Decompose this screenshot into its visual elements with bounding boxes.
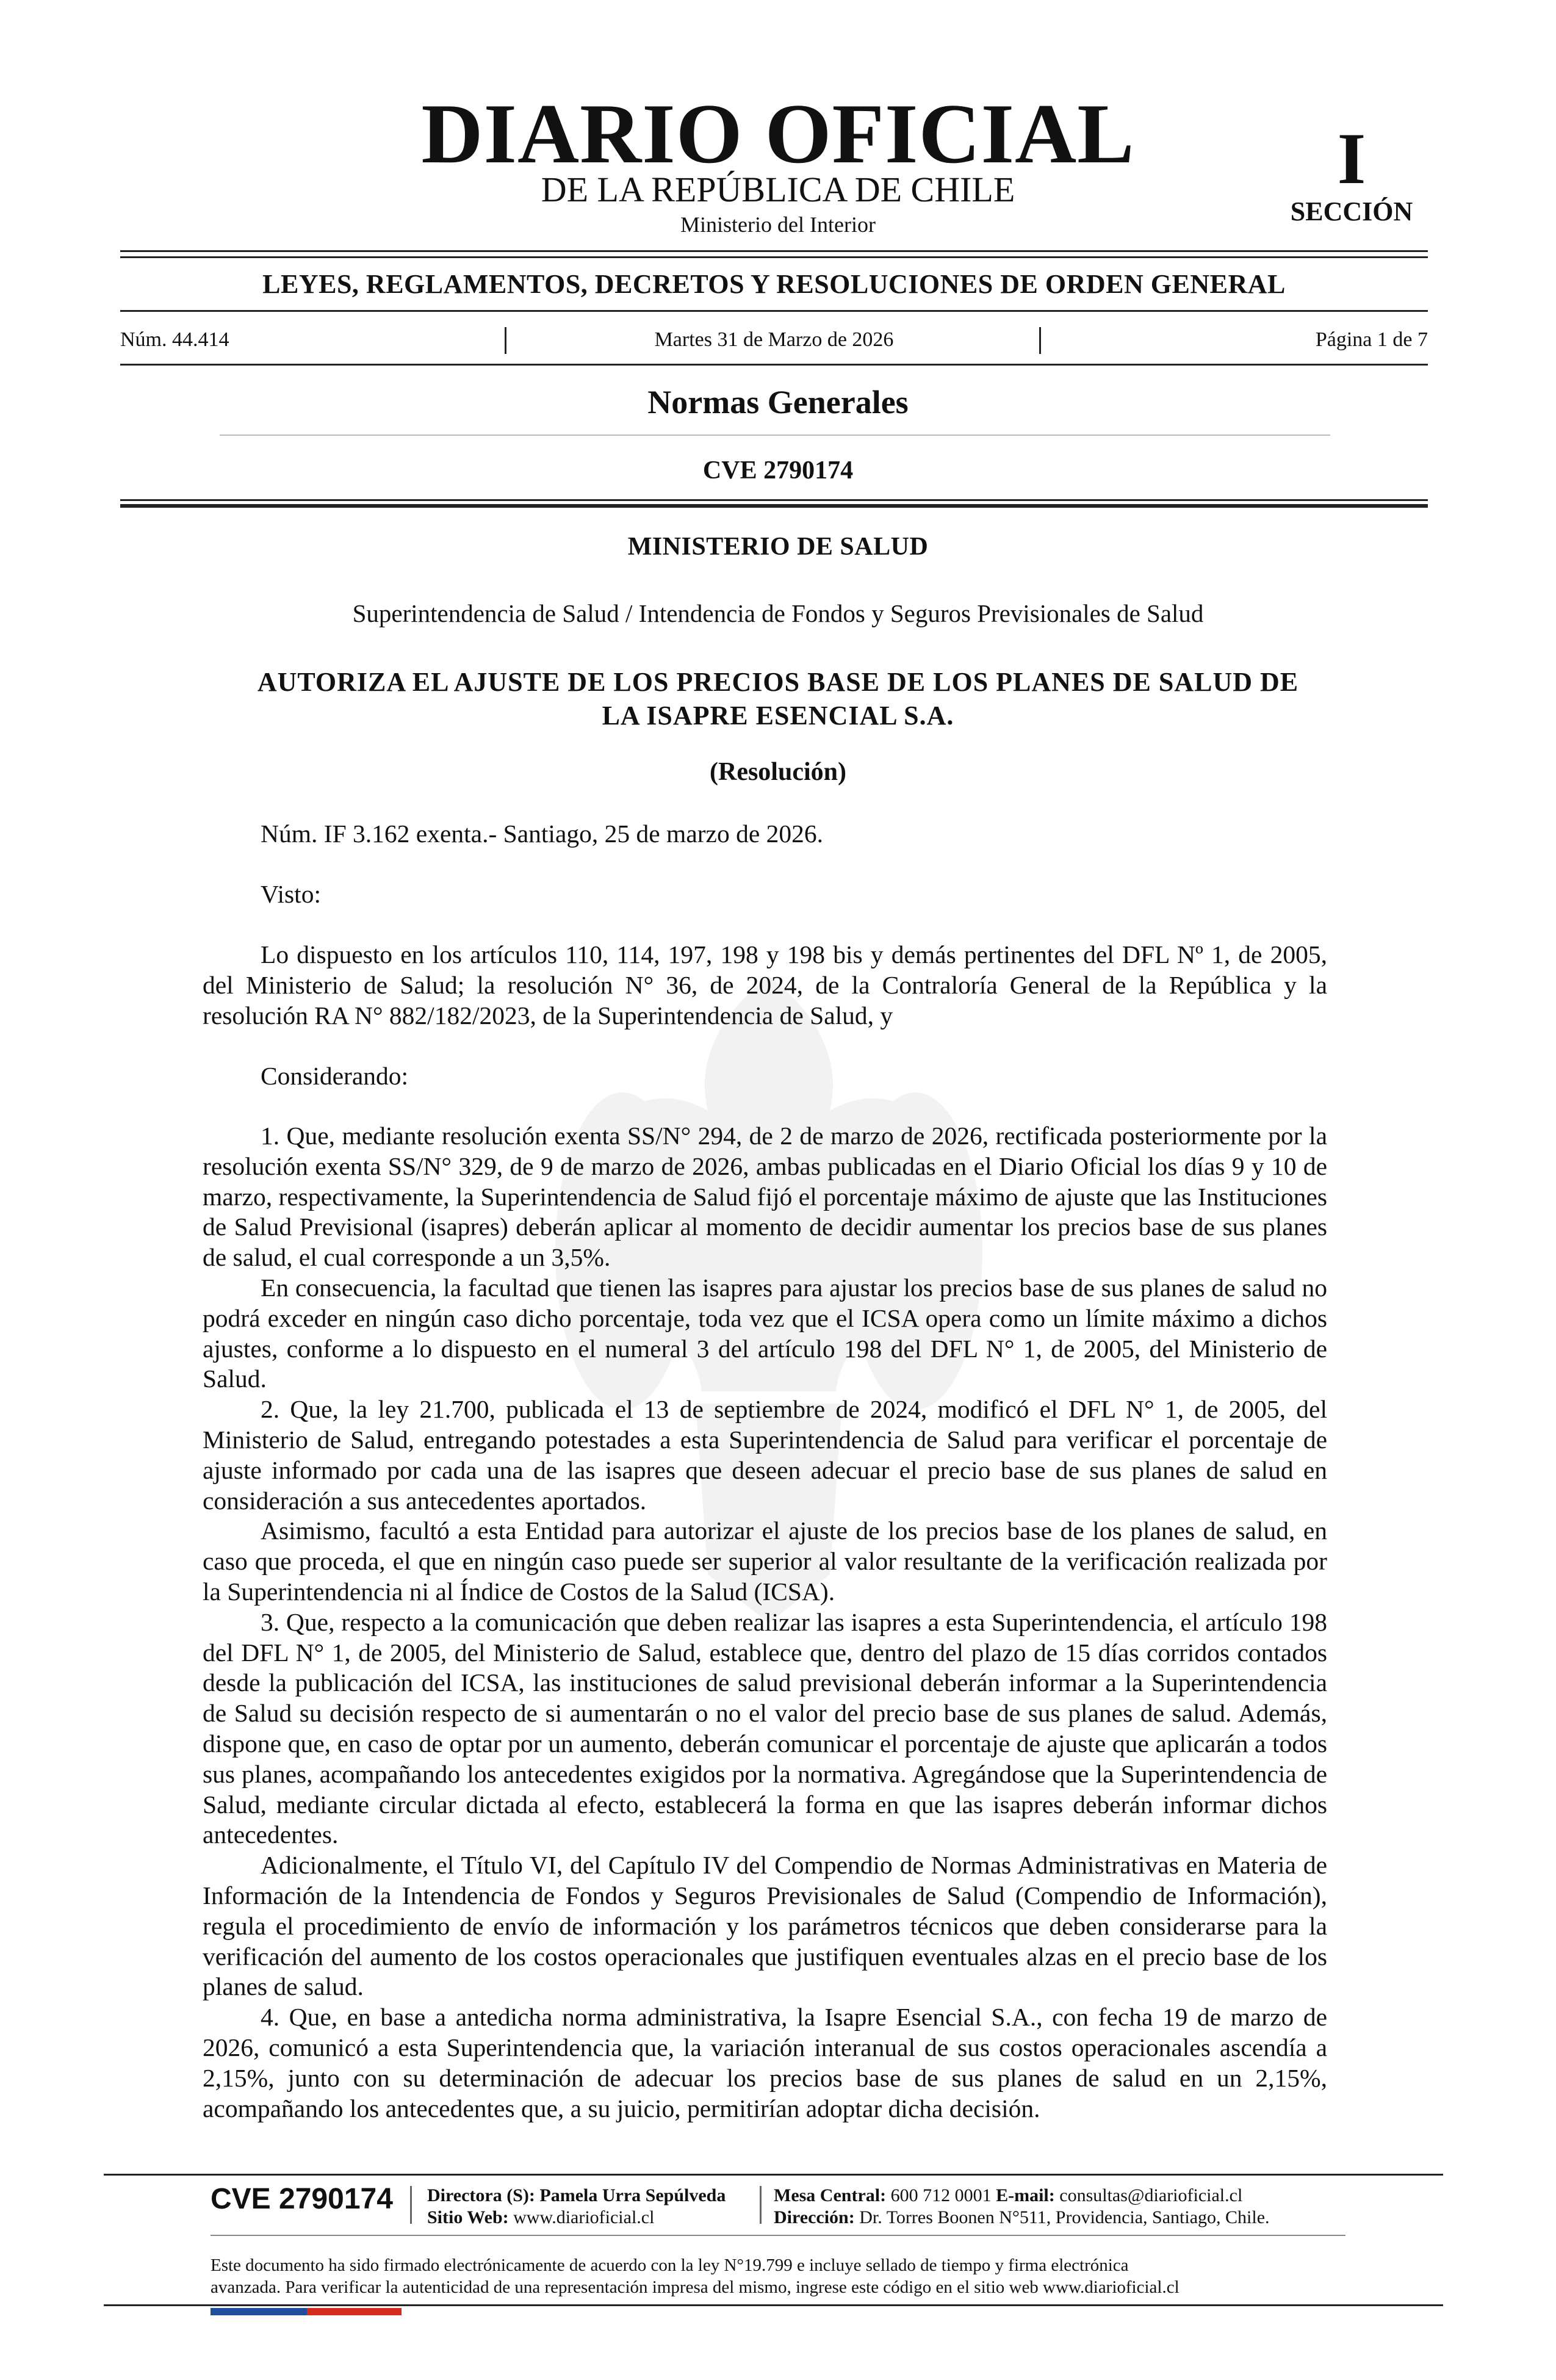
divider (120, 256, 1428, 258)
paragraph: 2. Que, la ley 21.700, publicada el 13 de septiembre de 2024, modificó el DFL N° 1, de 2005, del Ministerio de Salud, entregando potestades a esta Superintendencia de Salud para verificar el porcentaje de ajuste informado por cada una de las isapres que deseen adecuar el precio base de sus planes de salud en consideración a sus antecedentes aportados. (203, 1395, 1327, 1515)
paragraph: 4. Que, en base a antedicha norma administrativa, la Isapre Esencial S.A., con fecha 19 de marzo de 2026, comunicó a esta Superintendencia que, la variación interanual de sus costos operacionales ascendía a 2,15%, junto con su determinación de adecuar los precios base de sus planes de salud en un 2,15%, acompañando los antecedentes que, a su juicio, permitirían adoptar dicha decisión. (203, 2003, 1327, 2122)
address-label: Dirección: (774, 2207, 855, 2227)
email-link[interactable]: consultas@diarioficial.cl (1059, 2185, 1243, 2205)
footer-director-block (427, 2185, 726, 2229)
divider (120, 504, 1428, 508)
masthead-ministry: Ministerio del Interior (680, 212, 876, 237)
paragraph: 3. Que, respecto a la comunicación que deben realizar las isapres a esta Superintendencia, el artículo 198 del DFL N° 1, de 2005, del Ministerio de Salud, establece que, dentro del plazo de 15 días corridos contados desde la publicación del ICSA, las instituciones de salud previsional deberán informar a la Superintendencia de Salud su decisión respecto de si aumentarán o no el valor del precio base de sus planes de salud. Además, dispone que, en caso de optar por un aumento, deberán comunicar el porcentaje de ajuste que aplicarán a todos sus planes, acompañando los antecedentes exigidos por la normativa. Agregándose que la Superintendencia de Salud, mediante circular dictada al efecto, establecerá la forma en que las isapres deberán informar dichos antecedentes. (203, 1607, 1327, 1849)
notice-line: Este documento ha sido firmado electrónicamente de acuerdo con la ley N°19.799 e incluye sellado de tiempo y firma electrónica (211, 2256, 1129, 2275)
flag-stripe-blue (211, 2308, 307, 2315)
ministry-heading: MINISTERIO DE SALUD (627, 533, 929, 561)
divider (220, 435, 1330, 436)
considerando-body (203, 1121, 1327, 2124)
divider (120, 364, 1428, 366)
cve-heading: CVE 2790174 (702, 456, 854, 485)
email-label: E-mail: (996, 2185, 1055, 2205)
section-heading: Normas Generales (647, 384, 909, 420)
phone-label: Mesa Central: (774, 2185, 887, 2205)
divider (120, 250, 1428, 252)
paragraph: Adicionalmente, el Título VI, del Capítulo IV del Compendio de Normas Administrativas en Materia de Información de la Intendencia de Fondos y Seguros Previsionales de Salud (Compendio de Información), regula el procedimiento de envío de información y los parámetros técnicos que deben considerarse para la verificación del aumento de los costos operacionales que justifiquen eventuales alzas en el precio base de los planes de salud. (203, 1851, 1327, 2001)
phone-value: 600 712 0001 (890, 2185, 992, 2205)
director-label: Directora (S): (427, 2185, 535, 2205)
resolution-title (207, 665, 1349, 732)
section-number: I (1337, 118, 1366, 199)
agency-line: Superintendencia de Salud / Intendencia de Fondos y Seguros Previsionales de Salud (352, 599, 1204, 627)
site-label: Sitio Web: (427, 2207, 509, 2227)
issue-number: Núm. 44.414 (120, 328, 229, 351)
divider (120, 499, 1428, 501)
paragraph: Asimismo, facultó a esta Entidad para autorizar el ajuste de los precios base de los planes de salud, en caso que proceda, el que en ningún caso puede ser superior al valor resultante de la verificación realizada por la Superintendencia ni al Índice de Costos de la Salud (ICSA). (203, 1516, 1327, 1606)
resolution-title-line: AUTORIZA EL AJUSTE DE LOS PRECIOS BASE DE LOS PLANES DE SALUD DE (257, 667, 1299, 697)
flag-stripe-red (307, 2308, 402, 2315)
paragraph: 1. Que, mediante resolución exenta SS/N° 294, de 2 de marzo de 2026, rectificada posteriormente por la resolución exenta SS/N° 329, de 9 de marzo de 2026, ambas publicadas en el Diario Oficial los días 9 y 10 de marzo, respectivamente, la Superintendencia de Salud fijó el porcentaje máximo de ajuste que las Instituciones de Salud Previsional (isapres) deberán aplicar al momento de decidir aumentar los precios base de sus planes de salud, el cual corresponde a un 3,5%. (203, 1122, 1327, 1272)
divider (410, 2186, 412, 2224)
resolution-label: (Resolución) (710, 758, 846, 786)
divider (104, 2304, 1443, 2306)
divider (1039, 327, 1041, 354)
notice-line: avanzada. Para verificar la autenticidad de una representación impresa del mismo, ingrese este código en el sitio web www.diarioficial.cl (211, 2277, 1180, 2297)
divider (120, 310, 1428, 312)
footer-contact-block (774, 2185, 1270, 2229)
director-name: Pamela Urra Sepúlveda (539, 2185, 726, 2205)
section-label: SECCIÓN (1290, 197, 1413, 226)
divider (211, 2235, 1345, 2236)
site-link[interactable]: www.diarioficial.cl (513, 2207, 655, 2227)
section-banner: LEYES, REGLAMENTOS, DECRETOS Y RESOLUCIONES DE ORDEN GENERAL (262, 269, 1286, 299)
paragraph: En consecuencia, la facultad que tienen las isapres para ajustar los precios base de sus planes de salud no podrá exceder en ningún caso dicho porcentaje, toda vez que el ICSA opera como un límite máximo a dichos ajustes, conforme a lo dispuesto en el numeral 3 del artículo 198 del DFL N° 1, de 2005, del Ministerio de Salud. (203, 1273, 1327, 1393)
resolution-number: Núm. IF 3.162 exenta.- Santiago, 25 de marzo de 2026. (261, 820, 824, 848)
visto-paragraph (203, 940, 1327, 1031)
paragraph: Lo dispuesto en los artículos 110, 114, 197, 198 y 198 bis y demás pertinentes del DFL Nº 1, de 2005, del Ministerio de Salud; la resolución N° 36, de 2024, de la Contraloría General de la República y la resolución RA N° 882/182/2023, de la Superintendencia de Salud, y (203, 940, 1327, 1030)
signature-notice (211, 2254, 1345, 2298)
footer-cve: CVE 2790174 (211, 2183, 393, 2215)
masthead-subtitle: DE LA REPÚBLICA DE CHILE (541, 170, 1015, 209)
address-value: Dr. Torres Boonen N°511, Providencia, Santiago, Chile. (859, 2207, 1270, 2227)
resolution-title-line: LA ISAPRE ESENCIAL S.A. (602, 701, 954, 730)
page-indicator: Página 1 de 7 (1315, 328, 1428, 351)
divider (760, 2186, 762, 2224)
considerando-label: Considerando: (261, 1062, 409, 1090)
visto-label: Visto: (261, 880, 321, 908)
divider (104, 2174, 1443, 2176)
masthead-title: DIARIO OFICIAL (421, 87, 1135, 181)
issue-date: Martes 31 de Marzo de 2026 (654, 328, 894, 351)
